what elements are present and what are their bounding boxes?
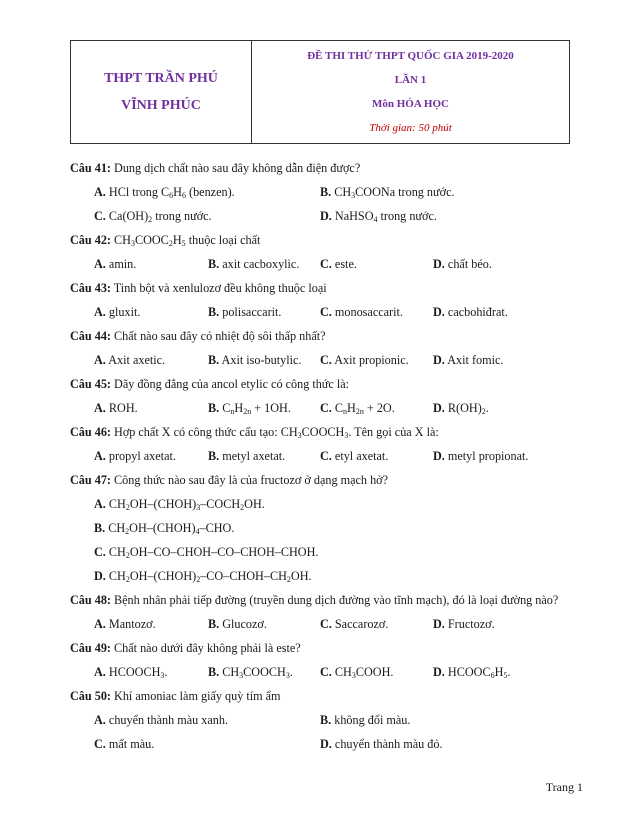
options-row xyxy=(70,708,580,732)
option-letter: D. xyxy=(433,353,445,367)
option-letter: D. xyxy=(433,257,445,271)
option-letter: C. xyxy=(94,545,106,559)
option-text: $CH_2OH-(CHOH)_2-CO-CHOH-CH_2OH$. xyxy=(105,569,312,584)
answer-option xyxy=(94,396,138,420)
option-letter: B. xyxy=(208,257,220,271)
option-letter: A. xyxy=(94,497,106,511)
option-letter: D. xyxy=(433,617,445,631)
answer-option xyxy=(208,252,299,276)
option-letter: C. xyxy=(320,617,332,631)
option-letter: C. xyxy=(320,401,332,415)
question-number: Câu 47: xyxy=(70,473,111,487)
school-cell xyxy=(71,41,252,143)
option-letter: A. xyxy=(94,713,106,727)
answer-option xyxy=(94,348,165,372)
answer-option xyxy=(94,660,167,684)
answer-option xyxy=(208,300,281,324)
option-text: este. xyxy=(331,257,357,271)
option-letter: A. xyxy=(94,665,106,679)
question-number: Câu 49: xyxy=(70,641,111,655)
option-text: NaHSO$_4$ trong nước. xyxy=(331,209,437,224)
option-letter: D. xyxy=(433,401,445,415)
option-text: Axit axetic. xyxy=(105,353,166,367)
option-text: HCl trong $C_6H_6$ (benzen). xyxy=(105,185,235,200)
option-text: etyl axetat. xyxy=(331,449,389,463)
question-text: Khí amoniac làm giấy quỳ tím ẩm xyxy=(110,689,281,703)
option-text: monosaccarit. xyxy=(331,305,403,319)
option-text: $CH_3COONa$ trong nước. xyxy=(331,185,455,200)
answer-option xyxy=(94,612,156,636)
option-letter: A. xyxy=(94,353,106,367)
answer-option xyxy=(320,180,455,204)
option-text: $CH_2OH-(CHOH)_3-COCH_2OH$. xyxy=(105,497,265,512)
option-letter: A. xyxy=(94,401,106,415)
question-stem xyxy=(70,684,580,708)
option-text: Glucozơ. xyxy=(219,617,267,631)
options-row xyxy=(70,180,580,204)
option-text: mất màu. xyxy=(105,737,155,751)
answer-option xyxy=(94,708,228,732)
options-row xyxy=(70,348,580,372)
answer-option xyxy=(320,252,357,276)
option-letter: C. xyxy=(320,305,332,319)
answer-option xyxy=(433,444,528,468)
answer-option xyxy=(208,444,285,468)
option-letter: A. xyxy=(94,449,106,463)
option-text: Fructozơ. xyxy=(444,617,495,631)
option-text: $CH_2OH-CO-CHOH-CO-CHOH$–CHOH. xyxy=(105,545,319,560)
option-letter: B. xyxy=(208,617,220,631)
question-number: Câu 48: xyxy=(70,593,111,607)
options-row xyxy=(70,612,580,636)
option-letter: B. xyxy=(208,665,220,679)
option-text: cacbohiđrat. xyxy=(444,305,508,319)
option-letter: D. xyxy=(433,305,445,319)
option-text: polisaccarit. xyxy=(219,305,282,319)
question-text: Công thức nào sau đây là của fructozơ ở dạng mạch hở? xyxy=(110,473,389,487)
options-row xyxy=(70,300,580,324)
option-text: $Ca(OH)_2$ trong nước. xyxy=(105,209,212,224)
option-text: Saccarozơ. xyxy=(331,617,389,631)
exam-subject: Môn HÓA HỌC xyxy=(371,98,449,110)
question-stem xyxy=(70,420,580,444)
question-text: Tinh bột và xenlulozơ đều không thuộc loại xyxy=(110,281,327,295)
option-letter: A. xyxy=(94,185,106,199)
question-stem xyxy=(70,324,580,348)
option-letter: B. xyxy=(208,353,220,367)
options-line xyxy=(70,564,580,588)
answer-option xyxy=(94,545,318,559)
option-letter: B. xyxy=(320,713,332,727)
questions-list xyxy=(70,156,580,756)
option-text: Mantozơ. xyxy=(105,617,156,631)
question-text: Bệnh nhân phải tiếp đường (truyền dung dịch đường vào tĩnh mạch), đó là loại đường nào? xyxy=(110,593,559,607)
options-row xyxy=(70,732,580,756)
option-text: chất béo. xyxy=(444,257,492,271)
answer-option xyxy=(94,569,312,583)
answer-option xyxy=(208,612,267,636)
answer-option xyxy=(433,300,508,324)
option-letter: C. xyxy=(94,209,106,223)
option-text: ROH. xyxy=(105,401,138,415)
answer-option xyxy=(320,204,437,228)
options-line xyxy=(70,540,580,564)
question-stem xyxy=(70,228,580,252)
answer-option xyxy=(94,180,235,204)
exam-title: ĐỀ THI THỬ THPT QUỐC GIA 2019-2020 xyxy=(307,50,514,62)
option-letter: B. xyxy=(94,521,106,535)
question-stem xyxy=(70,276,580,300)
option-text: chuyển thành màu xanh. xyxy=(105,713,229,727)
question-text: Dãy đồng đẳng của ancol etylic có công thức là: xyxy=(110,377,350,391)
option-text: gluxit. xyxy=(105,305,141,319)
option-text: $CH_3COOCH_3$. xyxy=(219,665,293,680)
question-stem xyxy=(70,636,580,660)
question-number: Câu 46: xyxy=(70,425,111,439)
answer-option xyxy=(208,660,293,684)
option-letter: C. xyxy=(320,257,332,271)
question-stem xyxy=(70,468,580,492)
option-text: Axit fomic. xyxy=(444,353,504,367)
option-letter: D. xyxy=(433,665,445,679)
options-row xyxy=(70,204,580,228)
question-number: Câu 45: xyxy=(70,377,111,391)
option-letter: B. xyxy=(320,185,332,199)
option-letter: C. xyxy=(320,665,332,679)
option-letter: B. xyxy=(208,305,220,319)
question-text: $CH_3COOC_2H_5$ thuộc loại chất xyxy=(110,233,261,248)
option-letter: C. xyxy=(94,737,106,751)
option-letter: D. xyxy=(94,569,106,583)
option-text: chuyển thành màu đỏ. xyxy=(331,737,443,751)
option-text: metyl axetat. xyxy=(219,449,286,463)
answer-option xyxy=(208,396,291,420)
question-number: Câu 42: xyxy=(70,233,111,247)
options-row xyxy=(70,444,580,468)
options-line xyxy=(70,516,580,540)
option-letter: D. xyxy=(320,737,332,751)
option-text: $HCOOCH_3$. xyxy=(105,665,168,680)
answer-option xyxy=(320,300,403,324)
school-name: THPT TRẦN PHÚ xyxy=(104,71,218,86)
answer-option xyxy=(208,348,301,372)
exam-time: Thời gian: 50 phút xyxy=(369,122,452,134)
option-text: Axit iso-butylic. xyxy=(219,353,302,367)
option-text: amin. xyxy=(105,257,137,271)
option-text: $CH_3COOH$. xyxy=(331,665,394,680)
option-text: metyl propionat. xyxy=(444,449,529,463)
exam-attempt: LẦN 1 xyxy=(394,74,427,86)
option-letter: D. xyxy=(433,449,445,463)
question-stem xyxy=(70,588,580,612)
option-letter: D. xyxy=(320,209,332,223)
question-stem xyxy=(70,372,580,396)
option-letter: C. xyxy=(320,353,332,367)
option-text: $HCOOC_6H_5$. xyxy=(444,665,511,680)
answer-option xyxy=(320,396,395,420)
answer-option xyxy=(94,300,140,324)
options-row xyxy=(70,252,580,276)
question-number: Câu 41: xyxy=(70,161,111,175)
option-text: propyl axetat. xyxy=(105,449,176,463)
answer-option xyxy=(94,497,265,511)
option-letter: C. xyxy=(320,449,332,463)
option-text: không đổi màu. xyxy=(331,713,411,727)
question-text: Dung dịch chất nào sau đây không dẫn điện được? xyxy=(110,161,361,175)
option-letter: A. xyxy=(94,257,106,271)
option-letter: B. xyxy=(208,449,220,463)
option-text: $C_nH_{2n} + 1OH$. xyxy=(219,401,291,416)
answer-option xyxy=(320,612,388,636)
answer-option xyxy=(433,660,510,684)
question-text: Chất nào sau đây có nhiệt độ sôi thấp nhất? xyxy=(110,329,326,343)
options-row xyxy=(70,660,580,684)
question-number: Câu 50: xyxy=(70,689,111,703)
answer-option xyxy=(94,204,212,228)
question-text: Chất nào dưới đây không phải là este? xyxy=(110,641,301,655)
school-location: VĨNH PHÚC xyxy=(121,98,201,113)
option-text: axit cacboxylic. xyxy=(219,257,300,271)
answer-option xyxy=(433,252,492,276)
option-letter: A. xyxy=(94,305,106,319)
answer-option xyxy=(433,348,503,372)
exam-header-box xyxy=(70,40,570,144)
answer-option xyxy=(94,521,234,535)
answer-option xyxy=(320,708,410,732)
option-letter: B. xyxy=(208,401,220,415)
question-number: Câu 43: xyxy=(70,281,111,295)
option-text: Axit propionic. xyxy=(331,353,409,367)
options-line xyxy=(70,492,580,516)
option-text: $C_nH_{2n} + 2O$. xyxy=(331,401,395,416)
answer-option xyxy=(433,396,489,420)
answer-option xyxy=(320,660,393,684)
answer-option xyxy=(94,732,154,756)
question-text: Hợp chất X có công thức cấu tạo: $CH_3COOCH_3$. Tên gọi của X là: xyxy=(110,425,439,440)
options-row xyxy=(70,396,580,420)
answer-option xyxy=(320,444,388,468)
answer-option xyxy=(433,612,495,636)
page-number: Trang 1 xyxy=(545,780,583,794)
option-text: $R(OH)_2$. xyxy=(444,401,489,416)
answer-option xyxy=(94,444,176,468)
exam-info-cell xyxy=(252,41,569,143)
answer-option xyxy=(94,252,136,276)
option-text: $CH_2OH-(CHOH)_4$–CHO. xyxy=(105,521,235,536)
question-stem xyxy=(70,156,580,180)
answer-option xyxy=(320,348,409,372)
option-letter: A. xyxy=(94,617,106,631)
question-number: Câu 44: xyxy=(70,329,111,343)
answer-option xyxy=(320,732,443,756)
